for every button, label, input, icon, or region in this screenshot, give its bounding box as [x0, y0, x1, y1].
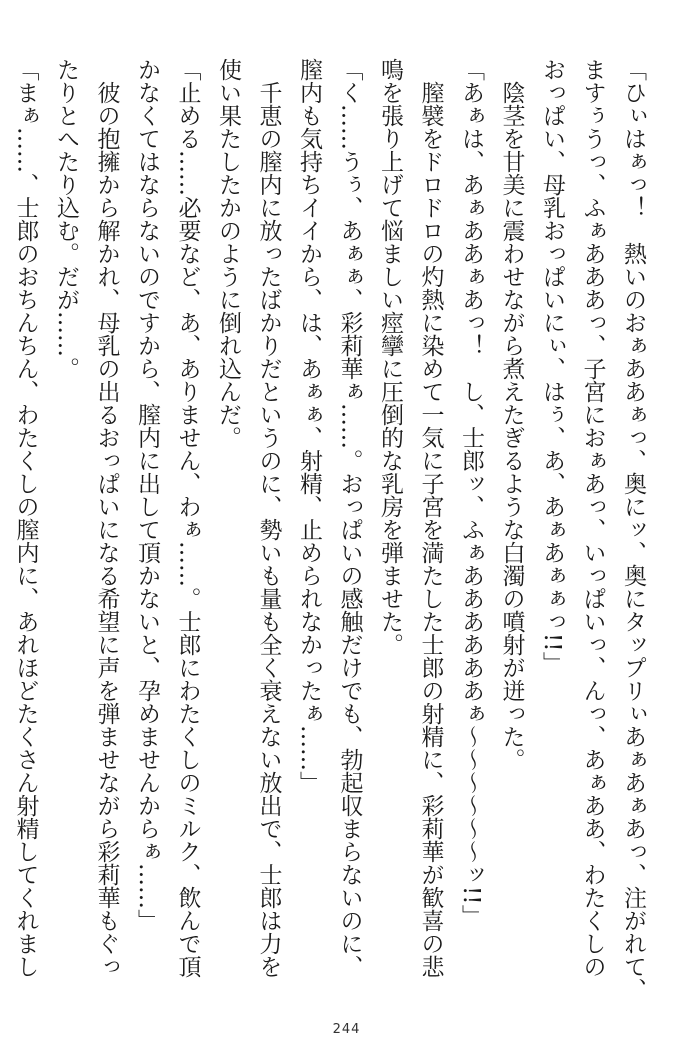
- page-number: 244: [332, 1022, 361, 1037]
- text-line: 「止める……必要など、あ、ありません、わぁ……。士郎にわたくしのミルク、飲んで頂: [174, 58, 201, 978]
- text-line: 「く……うぅ、あぁぁ、彩莉華ぁ……。おっぱいの感触だけでも、勃起収まらないのに、: [336, 58, 363, 978]
- text-line: [0, 58, 5, 1018]
- text-line: おっぱい、母乳おっぱいにぃ、はぅ、あ、あぁあぁぁっ!!」: [539, 58, 565, 675]
- text-line: かなくてはならないのですから、膣内に出して頂かないと、孕めませんからぁ……」: [134, 58, 160, 932]
- text-line: 彼の抱擁から解かれ、母乳の出るおっぱいになる希望に声を弾ませながら彩莉華もぐっ: [93, 58, 120, 978]
- text-line: たりとへたり込む。だが……。: [53, 58, 79, 380]
- text-line: ますぅうっ、ふぁあああっ、子宮におぁあっ、いっぱいっ、んっ、あぁああ、わたくしの: [579, 58, 606, 978]
- vertical-text-block: [12, 58, 653, 1018]
- text-line: 陰茎を甘美に震わせながら煮えたぎるような白濁の噴射が迸った。: [498, 58, 525, 771]
- text-line: 「まぁ……、士郎のおちんちん、わたくしの膣内に、あれほどたくさん射精してくれまし: [12, 58, 39, 978]
- text-line: 「ひぃはぁっ！ 熱いのおぁああぁっ、奥にッ、奥にタップリぃあぁあぁあっ、注がれて、: [620, 58, 646, 1001]
- text-line: 膣内も気持ちイイから、は、あぁぁ、射精、止められなかったぁ……」: [296, 58, 322, 794]
- text-line: 鳴を張り上げて悩ましい痙攣に圧倒的な乳房を弾ませた。: [377, 58, 403, 656]
- text-line: 千恵の膣内に放ったばかりだというのに、勢いも量も全く衰えない放出で、士郎は力を: [255, 58, 282, 978]
- text-line: 使い果たしたかのように倒れ込んだ。: [215, 58, 241, 449]
- text-line: 膣襞をドロドロの灼熱に染めて一気に子宮を満たした士郎の射精に、彩莉華が歓喜の悲: [417, 58, 444, 978]
- text-line: 「あぁは、あぁああぁあっ！ し、士郎ッ、ふぁああああああぁ〜〜〜〜〜〜ッ!!」: [458, 58, 484, 928]
